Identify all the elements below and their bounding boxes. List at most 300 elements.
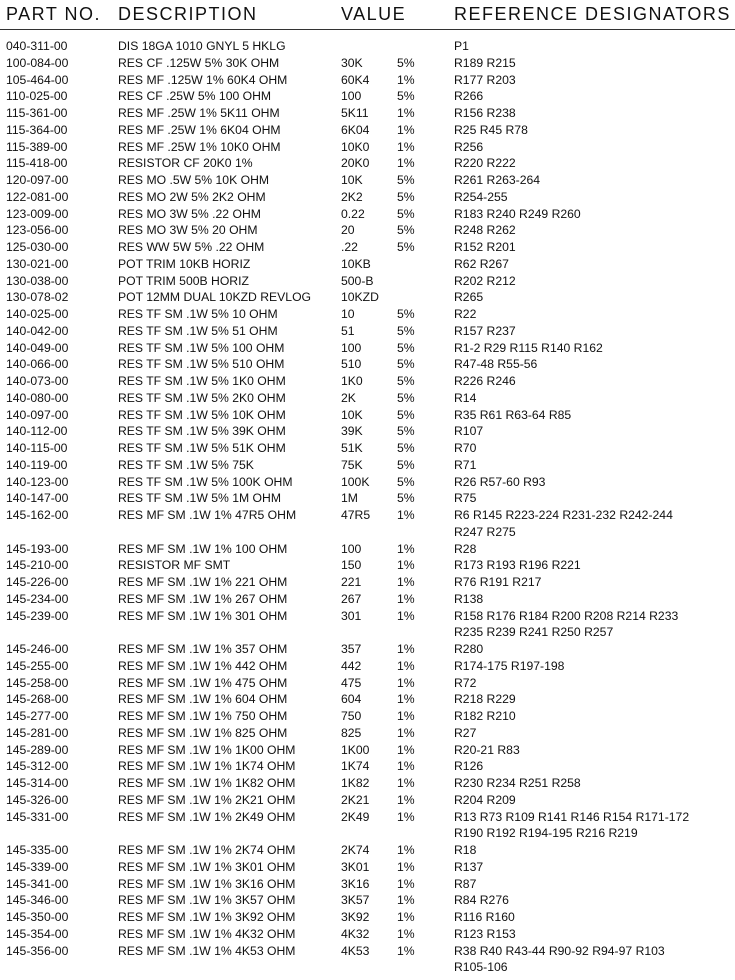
part-number: 123-009-00 [6, 206, 69, 221]
table-row [0, 122, 735, 139]
value: 1M [341, 491, 358, 506]
table-row [0, 591, 735, 608]
reference-designators: R266 [454, 89, 484, 104]
part-number: 145-234-00 [6, 591, 69, 606]
value: 39K [341, 424, 363, 439]
value: 221 [341, 575, 362, 589]
description: RES TF SM .1W 5% 10K OHM [118, 407, 286, 422]
table-row [0, 876, 735, 893]
table-row [0, 641, 735, 658]
tolerance: 5% [397, 307, 415, 321]
part-number: 123-056-00 [6, 223, 69, 238]
value: 20K0 [341, 156, 370, 171]
part-number: 145-246-00 [6, 642, 69, 656]
part-number: 110-025-00 [6, 89, 68, 104]
tolerance: 1% [397, 759, 415, 774]
value: 100K [341, 474, 370, 489]
tolerance: 1% [397, 122, 415, 137]
part-number: 140-042-00 [6, 323, 69, 338]
reference-designators: R152 R201 [454, 240, 516, 254]
value: 1K82 [341, 776, 370, 790]
description: RES MF SM .1W 1% 1K00 OHM [118, 742, 296, 757]
description: RES MF SM .1W 1% 604 OHM [118, 692, 288, 707]
tolerance: 5% [397, 206, 415, 221]
reference-designators: R38 R40 R43-44 R90-92 R94-97 R103 R105-106 [454, 943, 665, 975]
reference-designators: R13 R73 R109 R141 R146 R154 R171-172 R190 R192 R194-195 R216 R219 [454, 809, 690, 841]
description: RES MF SM .1W 1% 4K32 OHM [118, 926, 296, 941]
description: RES MF SM .1W 1% 100 OHM [118, 541, 288, 556]
tolerance: 1% [397, 692, 415, 707]
reference-designators: R28 [454, 541, 477, 556]
description: RES TF SM .1W 5% 100K OHM [118, 474, 293, 489]
part-number: 145-281-00 [6, 725, 69, 740]
reference-designators: R220 R222 [454, 156, 516, 171]
value: 1K0 [341, 374, 363, 388]
description: POT TRIM 500B HORIZ [118, 273, 249, 288]
parts-table-body [0, 38, 735, 976]
part-number: 040-311-00 [6, 39, 68, 53]
table-row [0, 859, 735, 876]
tolerance: 1% [397, 843, 415, 857]
reference-designators: R72 [454, 675, 477, 690]
tolerance: 5% [397, 89, 415, 104]
tolerance: 1% [397, 608, 415, 623]
table-row [0, 842, 735, 859]
description: RES TF SM .1W 5% 75K [118, 457, 254, 472]
value: 442 [341, 658, 362, 673]
tolerance: 1% [397, 776, 415, 790]
description: RES MO .5W 5% 10K OHM [118, 173, 270, 187]
tolerance: 5% [397, 223, 415, 238]
value: 60K4 [341, 72, 370, 87]
table-row [0, 38, 735, 55]
reference-designators: R26 R57-60 R93 [454, 474, 546, 489]
tolerance: 1% [397, 642, 415, 656]
part-number: 145-312-00 [6, 759, 69, 774]
reference-designators: R123 R153 [454, 926, 516, 941]
tolerance: 1% [397, 943, 415, 958]
value: 100 [341, 89, 362, 104]
tolerance: 5% [397, 173, 415, 187]
part-number: 125-030-00 [6, 240, 69, 254]
description: RES MF SM .1W 1% 442 OHM [118, 658, 288, 673]
description: RES MF SM .1W 1% 3K57 OHM [118, 893, 296, 908]
part-number: 145-162-00 [6, 508, 69, 522]
table-row [0, 892, 735, 909]
description: RES MF SM .1W 1% 475 OHM [118, 675, 288, 690]
tolerance: 1% [397, 709, 415, 723]
tolerance: 1% [397, 893, 415, 908]
reference-designators: R280 [454, 642, 484, 656]
header-part-no: PART NO. [6, 4, 102, 24]
part-number: 145-277-00 [6, 709, 69, 723]
header-reference-designators: REFERENCE DESIGNATORS [454, 4, 731, 24]
table-row [0, 155, 735, 172]
value: 100 [341, 340, 362, 355]
description: RES MO 3W 5% .22 OHM [118, 206, 261, 221]
part-number: 115-418-00 [6, 156, 68, 171]
reference-designators: R256 [454, 139, 484, 154]
description: RES MF SM .1W 1% 301 OHM [118, 608, 288, 623]
value: 10K [341, 407, 363, 422]
description: RESISTOR CF 20K0 1% [118, 156, 253, 171]
part-number: 145-210-00 [6, 558, 69, 573]
value: 750 [341, 709, 362, 723]
value: 3K92 [341, 910, 370, 924]
reference-designators: R25 R45 R78 [454, 122, 528, 137]
table-row [0, 675, 735, 692]
part-number: 145-258-00 [6, 675, 69, 690]
table-row [0, 105, 735, 122]
value: 10 [341, 307, 355, 321]
part-number: 115-389-00 [6, 139, 68, 154]
part-number: 105-464-00 [6, 72, 69, 87]
reference-designators: R18 [454, 843, 477, 857]
reference-designators: R47-48 R55-56 [454, 357, 538, 372]
description: RES MF SM .1W 1% 221 OHM [118, 575, 288, 589]
description: RES TF SM .1W 5% 39K OHM [118, 424, 286, 439]
part-number: 145-268-00 [6, 692, 69, 707]
part-number: 100-084-00 [6, 55, 69, 70]
tolerance: 1% [397, 508, 415, 522]
tolerance: 1% [397, 72, 415, 87]
table-row [0, 725, 735, 742]
description: POT 12MM DUAL 10KZD REVLOG [118, 290, 312, 305]
value: 3K16 [341, 876, 370, 891]
description: RES MF .25W 1% 5K11 OHM [118, 106, 280, 120]
reference-designators: R27 [454, 725, 477, 740]
value: 30K [341, 55, 363, 70]
table-row [0, 189, 735, 206]
part-number: 140-119-00 [6, 457, 68, 472]
part-number: 145-339-00 [6, 859, 69, 874]
part-number: 145-335-00 [6, 843, 69, 857]
description: RES MF SM .1W 1% 3K01 OHM [118, 859, 296, 874]
tolerance: 5% [397, 55, 415, 70]
tolerance: 1% [397, 742, 415, 757]
description: RES MF SM .1W 1% 4K53 OHM [118, 943, 296, 958]
table-row [0, 809, 735, 843]
reference-designators: R75 [454, 491, 477, 506]
part-number: 130-021-00 [6, 256, 69, 271]
tolerance: 1% [397, 156, 415, 171]
reference-designators: R182 R210 [454, 709, 516, 723]
table-row [0, 139, 735, 156]
table-row [0, 340, 735, 357]
tolerance: 5% [397, 474, 415, 489]
table-row [0, 758, 735, 775]
value: 1K00 [341, 742, 370, 757]
value: 10KZD [341, 290, 379, 305]
table-row [0, 742, 735, 759]
table-row [0, 658, 735, 675]
table-row [0, 206, 735, 223]
header-value: VALUE [341, 4, 407, 24]
tolerance: 5% [397, 340, 415, 355]
value: 3K01 [341, 859, 370, 874]
value: 51 [341, 323, 355, 338]
description: RES WW 5W 5% .22 OHM [118, 240, 265, 254]
value: 357 [341, 642, 362, 656]
value: 6K04 [341, 122, 370, 137]
part-number: 145-314-00 [6, 776, 69, 790]
part-number: 140-049-00 [6, 340, 69, 355]
description: RES MO 3W 5% 20 OHM [118, 223, 258, 238]
tolerance: 1% [397, 859, 415, 874]
tolerance: 1% [397, 106, 415, 120]
description: RES MF SM .1W 1% 1K74 OHM [118, 759, 296, 774]
reference-designators: R6 R145 R223-224 R231-232 R242-244 R247 R275 [454, 508, 673, 539]
description: RESISTOR MF SMT [118, 558, 231, 573]
value: 47R5 [341, 508, 371, 522]
description: RES TF SM .1W 5% 10 OHM [118, 307, 278, 321]
tolerance: 5% [397, 374, 415, 388]
value: 2K21 [341, 792, 370, 807]
value: 3K57 [341, 893, 370, 908]
part-number: 140-080-00 [6, 390, 69, 405]
table-row [0, 943, 735, 977]
table-row [0, 708, 735, 725]
value: 2K74 [341, 843, 370, 857]
table-row [0, 306, 735, 323]
description: RES TF SM .1W 5% 51 OHM [118, 323, 278, 338]
reference-designators: R261 R263-264 [454, 173, 541, 187]
value: 4K53 [341, 943, 370, 958]
reference-designators: R138 [454, 591, 484, 606]
reference-designators: R76 R191 R217 [454, 575, 542, 589]
reference-designators: R189 R215 [454, 55, 516, 70]
part-number: 130-038-00 [6, 273, 69, 288]
table-row [0, 55, 735, 72]
table-row [0, 390, 735, 407]
reference-designators: R183 R240 R249 R260 [454, 206, 581, 221]
reference-designators: R173 R193 R196 R221 [454, 558, 581, 573]
tolerance: 1% [397, 558, 415, 573]
value: 10K0 [341, 139, 370, 154]
table-row [0, 273, 735, 290]
part-number: 145-354-00 [6, 926, 69, 941]
reference-designators: R84 R276 [454, 893, 509, 908]
value: 4K32 [341, 926, 370, 941]
tolerance: 1% [397, 675, 415, 690]
description: RES MF SM .1W 1% 3K92 OHM [118, 910, 296, 924]
reference-designators: R126 [454, 759, 484, 774]
reference-designators: R14 [454, 390, 477, 405]
table-row [0, 474, 735, 491]
value: 500-B [341, 273, 374, 288]
part-number: 140-147-00 [6, 491, 69, 506]
table-row [0, 172, 735, 189]
value: 5K11 [341, 106, 369, 120]
description: RES TF SM .1W 5% 1M OHM [118, 491, 281, 506]
description: RES TF SM .1W 5% 1K0 OHM [118, 374, 286, 388]
tolerance: 5% [397, 390, 415, 405]
tolerance: 1% [397, 658, 415, 673]
table-row [0, 323, 735, 340]
description: RES TF SM .1W 5% 51K OHM [118, 441, 286, 455]
reference-designators: R226 R246 [454, 374, 516, 388]
tolerance: 5% [397, 441, 415, 455]
table-row [0, 691, 735, 708]
part-number: 145-331-00 [6, 809, 69, 824]
table-row [0, 440, 735, 457]
tolerance: 1% [397, 725, 415, 740]
table-row [0, 239, 735, 256]
reference-designators: R137 [454, 859, 484, 874]
part-number: 145-255-00 [6, 658, 69, 673]
table-row [0, 557, 735, 574]
reference-designators: R156 R238 [454, 106, 516, 120]
value: 1K74 [341, 759, 370, 774]
part-number: 145-356-00 [6, 943, 69, 958]
value: 267 [341, 591, 362, 606]
description: RES MO 2W 5% 2K2 OHM [118, 189, 266, 204]
value: 10K [341, 173, 363, 187]
table-row [0, 423, 735, 440]
table-row [0, 490, 735, 507]
part-number: 140-073-00 [6, 374, 69, 388]
reference-designators: R20-21 R83 [454, 742, 520, 757]
tolerance: 5% [397, 424, 415, 439]
description: RES MF SM .1W 1% 267 OHM [118, 591, 288, 606]
reference-designators: P1 [454, 39, 469, 53]
reference-designators: R62 R267 [454, 256, 509, 271]
table-row [0, 356, 735, 373]
value: 2K [341, 390, 356, 405]
reference-designators: R174-175 R197-198 [454, 658, 565, 673]
value: 301 [341, 608, 362, 623]
value: 75K [341, 457, 363, 472]
part-number: 140-066-00 [6, 357, 69, 372]
table-row [0, 909, 735, 926]
part-number: 140-123-00 [6, 474, 69, 489]
reference-designators: R158 R176 R184 R200 R208 R214 R233 R235 R239 R241 R250 R257 [454, 608, 679, 640]
part-number: 122-081-00 [6, 189, 69, 204]
tolerance: 5% [397, 491, 415, 506]
part-number: 145-289-00 [6, 742, 69, 757]
reference-designators: R204 R209 [454, 792, 516, 807]
reference-designators: R202 R212 [454, 273, 516, 288]
table-row [0, 792, 735, 809]
description: RES MF SM .1W 1% 825 OHM [118, 725, 288, 740]
reference-designators: R107 [454, 424, 484, 439]
description: RES MF SM .1W 1% 2K74 OHM [118, 843, 296, 857]
value: 0.22 [341, 206, 365, 221]
reference-designators: R265 [454, 290, 484, 305]
reference-designators: R116 R160 [454, 910, 515, 924]
tolerance: 1% [397, 792, 415, 807]
description: RES TF SM .1W 5% 2K0 OHM [118, 390, 286, 405]
description: RES CF .125W 5% 30K OHM [118, 55, 280, 70]
description: RES MF .25W 1% 6K04 OHM [118, 122, 281, 137]
table-row [0, 574, 735, 591]
table-row [0, 507, 735, 541]
reference-designators: R70 [454, 441, 477, 455]
tolerance: 5% [397, 407, 415, 422]
part-number: 145-193-00 [6, 541, 69, 556]
table-row [0, 926, 735, 943]
description: RES CF .25W 5% 100 OHM [118, 89, 272, 104]
reference-designators: R177 R203 [454, 72, 516, 87]
part-number: 140-112-00 [6, 424, 68, 439]
description: RES MF .25W 1% 10K0 OHM [118, 139, 281, 154]
description: RES MF SM .1W 1% 2K21 OHM [118, 792, 296, 807]
table-row [0, 222, 735, 239]
table-row [0, 88, 735, 105]
tolerance: 1% [397, 910, 415, 924]
table-header [0, 4, 735, 28]
tolerance: 1% [397, 591, 415, 606]
description: RES MF SM .1W 1% 1K82 OHM [118, 776, 296, 790]
description: RES MF SM .1W 1% 357 OHM [118, 642, 288, 656]
description: RES MF SM .1W 1% 750 OHM [118, 709, 288, 723]
part-number: 130-078-02 [6, 290, 69, 305]
part-number: 145-346-00 [6, 893, 69, 908]
part-number: 145-226-00 [6, 575, 69, 589]
reference-designators: R1-2 R29 R115 R140 R162 [454, 340, 603, 355]
reference-designators: R22 [454, 307, 477, 321]
value: 2K2 [341, 189, 363, 204]
tolerance: 5% [397, 189, 415, 204]
tolerance: 1% [397, 809, 415, 824]
tolerance: 1% [397, 876, 415, 891]
table-row [0, 541, 735, 558]
part-number: 140-025-00 [6, 307, 69, 321]
value: 150 [341, 558, 362, 573]
reference-designators: R157 R237 [454, 323, 516, 338]
value: 604 [341, 692, 362, 707]
reference-designators: R87 [454, 876, 477, 891]
reference-designators: R254-255 [454, 189, 508, 204]
table-row [0, 775, 735, 792]
value: .22 [341, 240, 358, 254]
header-divider [0, 29, 735, 30]
description: RES MF SM .1W 1% 47R5 OHM [118, 508, 297, 522]
value: 10KB [341, 256, 371, 271]
tolerance: 1% [397, 139, 415, 154]
description: RES MF SM .1W 1% 2K49 OHM [118, 809, 296, 824]
tolerance: 5% [397, 457, 415, 472]
part-number: 115-361-00 [6, 106, 68, 120]
tolerance: 1% [397, 926, 415, 941]
value: 100 [341, 541, 362, 556]
part-number: 145-326-00 [6, 792, 69, 807]
tolerance: 5% [397, 323, 415, 338]
part-number: 145-350-00 [6, 910, 69, 924]
reference-designators: R248 R262 [454, 223, 516, 238]
tolerance: 1% [397, 541, 415, 556]
reference-designators: R218 R229 [454, 692, 516, 707]
table-row [0, 608, 735, 642]
tolerance: 5% [397, 357, 415, 372]
value: 2K49 [341, 809, 370, 824]
description: RES TF SM .1W 5% 510 OHM [118, 357, 285, 372]
description: RES MF SM .1W 1% 3K16 OHM [118, 876, 296, 891]
description: RES MF .125W 1% 60K4 OHM [118, 72, 288, 87]
table-row [0, 72, 735, 89]
reference-designators: R230 R234 R251 R258 [454, 776, 581, 790]
part-number: 115-364-00 [6, 122, 68, 137]
value: 475 [341, 675, 362, 690]
part-number: 140-097-00 [6, 407, 69, 422]
header-description: DESCRIPTION [118, 4, 258, 24]
description: DIS 18GA 1010 GNYL 5 HKLG [118, 39, 286, 53]
tolerance: 5% [397, 240, 415, 254]
table-row [0, 373, 735, 390]
description: RES TF SM .1W 5% 100 OHM [118, 340, 285, 355]
tolerance: 1% [397, 575, 415, 589]
value: 510 [341, 357, 362, 372]
